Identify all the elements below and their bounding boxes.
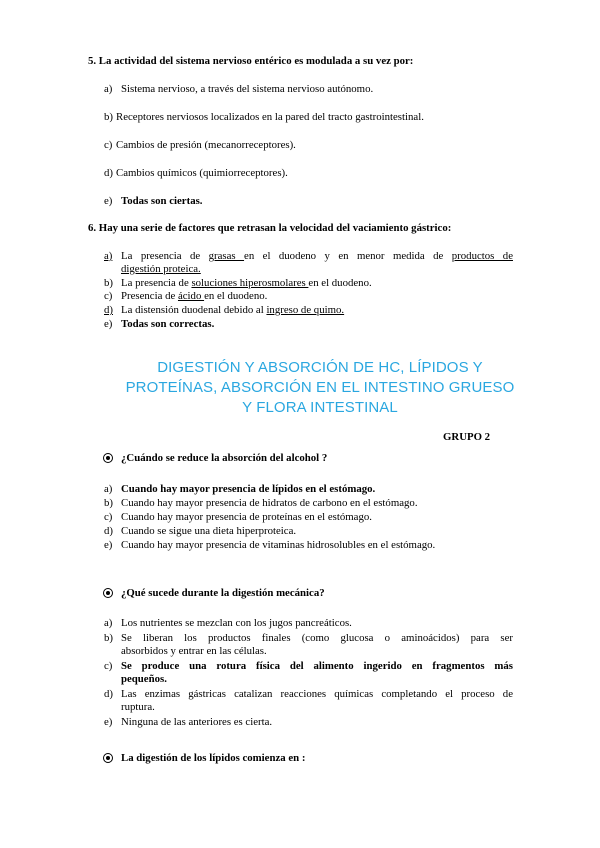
q8-option-c-cont: pequeños. (121, 673, 167, 685)
q7-option-d: Cuando se sigue una dieta hiperproteica. (121, 525, 297, 537)
q6-option-a: La presencia de grasas en el duodeno y en menor medida de productos de (121, 250, 513, 262)
q5-option-d-marker: d) (104, 167, 113, 179)
q5-option-b-marker: b) (104, 111, 113, 123)
question-6-title: 6. Hay una serie de factores que retrasan la velocidad del vaciamiento gástrico: (88, 222, 452, 234)
q5-option-b: Receptores nerviosos localizados en la pared del tracto gastrointestinal. (116, 111, 424, 123)
q6-option-c-marker: c) (104, 290, 113, 302)
section-title-line-3: Y FLORA INTESTINAL (242, 399, 398, 416)
q8-option-d-marker: d) (104, 688, 113, 700)
q6-option-e: Todas son correctas. (121, 318, 215, 330)
target-bullet-icon (102, 587, 114, 599)
q6-option-b-marker: b) (104, 277, 113, 289)
q5-option-d: Cambios químicos (quimiorreceptores). (116, 167, 288, 179)
q7-option-b-marker: b) (104, 497, 113, 509)
q5-option-c: Cambios de presión (mecanorreceptores). (116, 139, 296, 151)
question-5-title: 5. La actividad del sistema nervioso entérico es modulada a su vez por: (88, 55, 414, 67)
q8-option-e-marker: e) (104, 716, 113, 728)
question-7-title: ¿Cuándo se reduce la absorción del alcohol ? (121, 452, 328, 464)
q7-option-b: Cuando hay mayor presencia de hidratos de carbono en el estómago. (121, 497, 418, 509)
q8-option-c-marker: c) (104, 660, 113, 672)
target-bullet-icon (102, 752, 114, 764)
q5-option-e-marker: e) (104, 195, 113, 207)
q6-option-d: La distensión duodenal debido al ingreso de quimo. (121, 304, 345, 316)
q6-option-e-marker: e) (104, 318, 113, 330)
question-9-title: La digestión de los lípidos comienza en : (121, 752, 306, 764)
q8-option-d-cont: ruptura. (121, 701, 155, 713)
q7-option-a-marker: a) (104, 483, 113, 495)
q8-option-c: Se produce una rotura física del alimento ingerido en fragmentos más (121, 660, 513, 672)
q7-option-a: Cuando hay mayor presencia de lípidos en el estómago. (121, 483, 376, 495)
q7-option-e-marker: e) (104, 539, 113, 551)
q6-option-a-marker: a) (104, 250, 113, 262)
target-bullet-icon (102, 452, 114, 464)
question-8-title: ¿Qué sucede durante la digestión mecánica? (121, 587, 325, 599)
q6-option-b: La presencia de soluciones hiperosmolares en el duodeno. (121, 277, 372, 289)
q6-option-d-marker: d) (104, 304, 113, 316)
section-title-line-1: DIGESTIÓN Y ABSORCIÓN DE HC, LÍPIDOS Y (157, 359, 483, 376)
q8-option-b-cont: absorbidos y entrar en las células. (121, 645, 267, 657)
q7-option-c: Cuando hay mayor presencia de proteínas en el estómago. (121, 511, 372, 523)
section-title-line-2: PROTEÍNAS, ABSORCIÓN EN EL INTESTINO GRUESO (125, 379, 515, 396)
group-label: GRUPO 2 (443, 431, 491, 443)
q8-option-d: Las enzimas gástricas catalizan reacciones químicas completando el proceso de (121, 688, 513, 700)
q5-option-a-marker: a) (104, 83, 113, 95)
q8-option-b: Se liberan los productos finales (como glucosa o aminoácidos) para ser (121, 632, 513, 644)
q8-option-a: Los nutrientes se mezclan con los jugos pancreáticos. (121, 617, 352, 629)
q8-option-a-marker: a) (104, 617, 113, 629)
q7-option-e: Cuando hay mayor presencia de vitaminas hidrosolubles en el estómago. (121, 539, 436, 551)
q5-option-a: Sistema nervioso, a través del sistema nervioso autónomo. (121, 83, 374, 95)
q8-option-b-marker: b) (104, 632, 113, 644)
q6-option-c: Presencia de ácido en el duodeno. (121, 290, 268, 302)
q7-option-d-marker: d) (104, 525, 113, 537)
q8-option-e: Ninguna de las anteriores es cierta. (121, 716, 273, 728)
q5-option-c-marker: c) (104, 139, 113, 151)
q7-option-c-marker: c) (104, 511, 113, 523)
q5-option-e: Todas son ciertas. (121, 195, 203, 207)
q6-option-a-cont: digestión proteica. (121, 263, 201, 275)
